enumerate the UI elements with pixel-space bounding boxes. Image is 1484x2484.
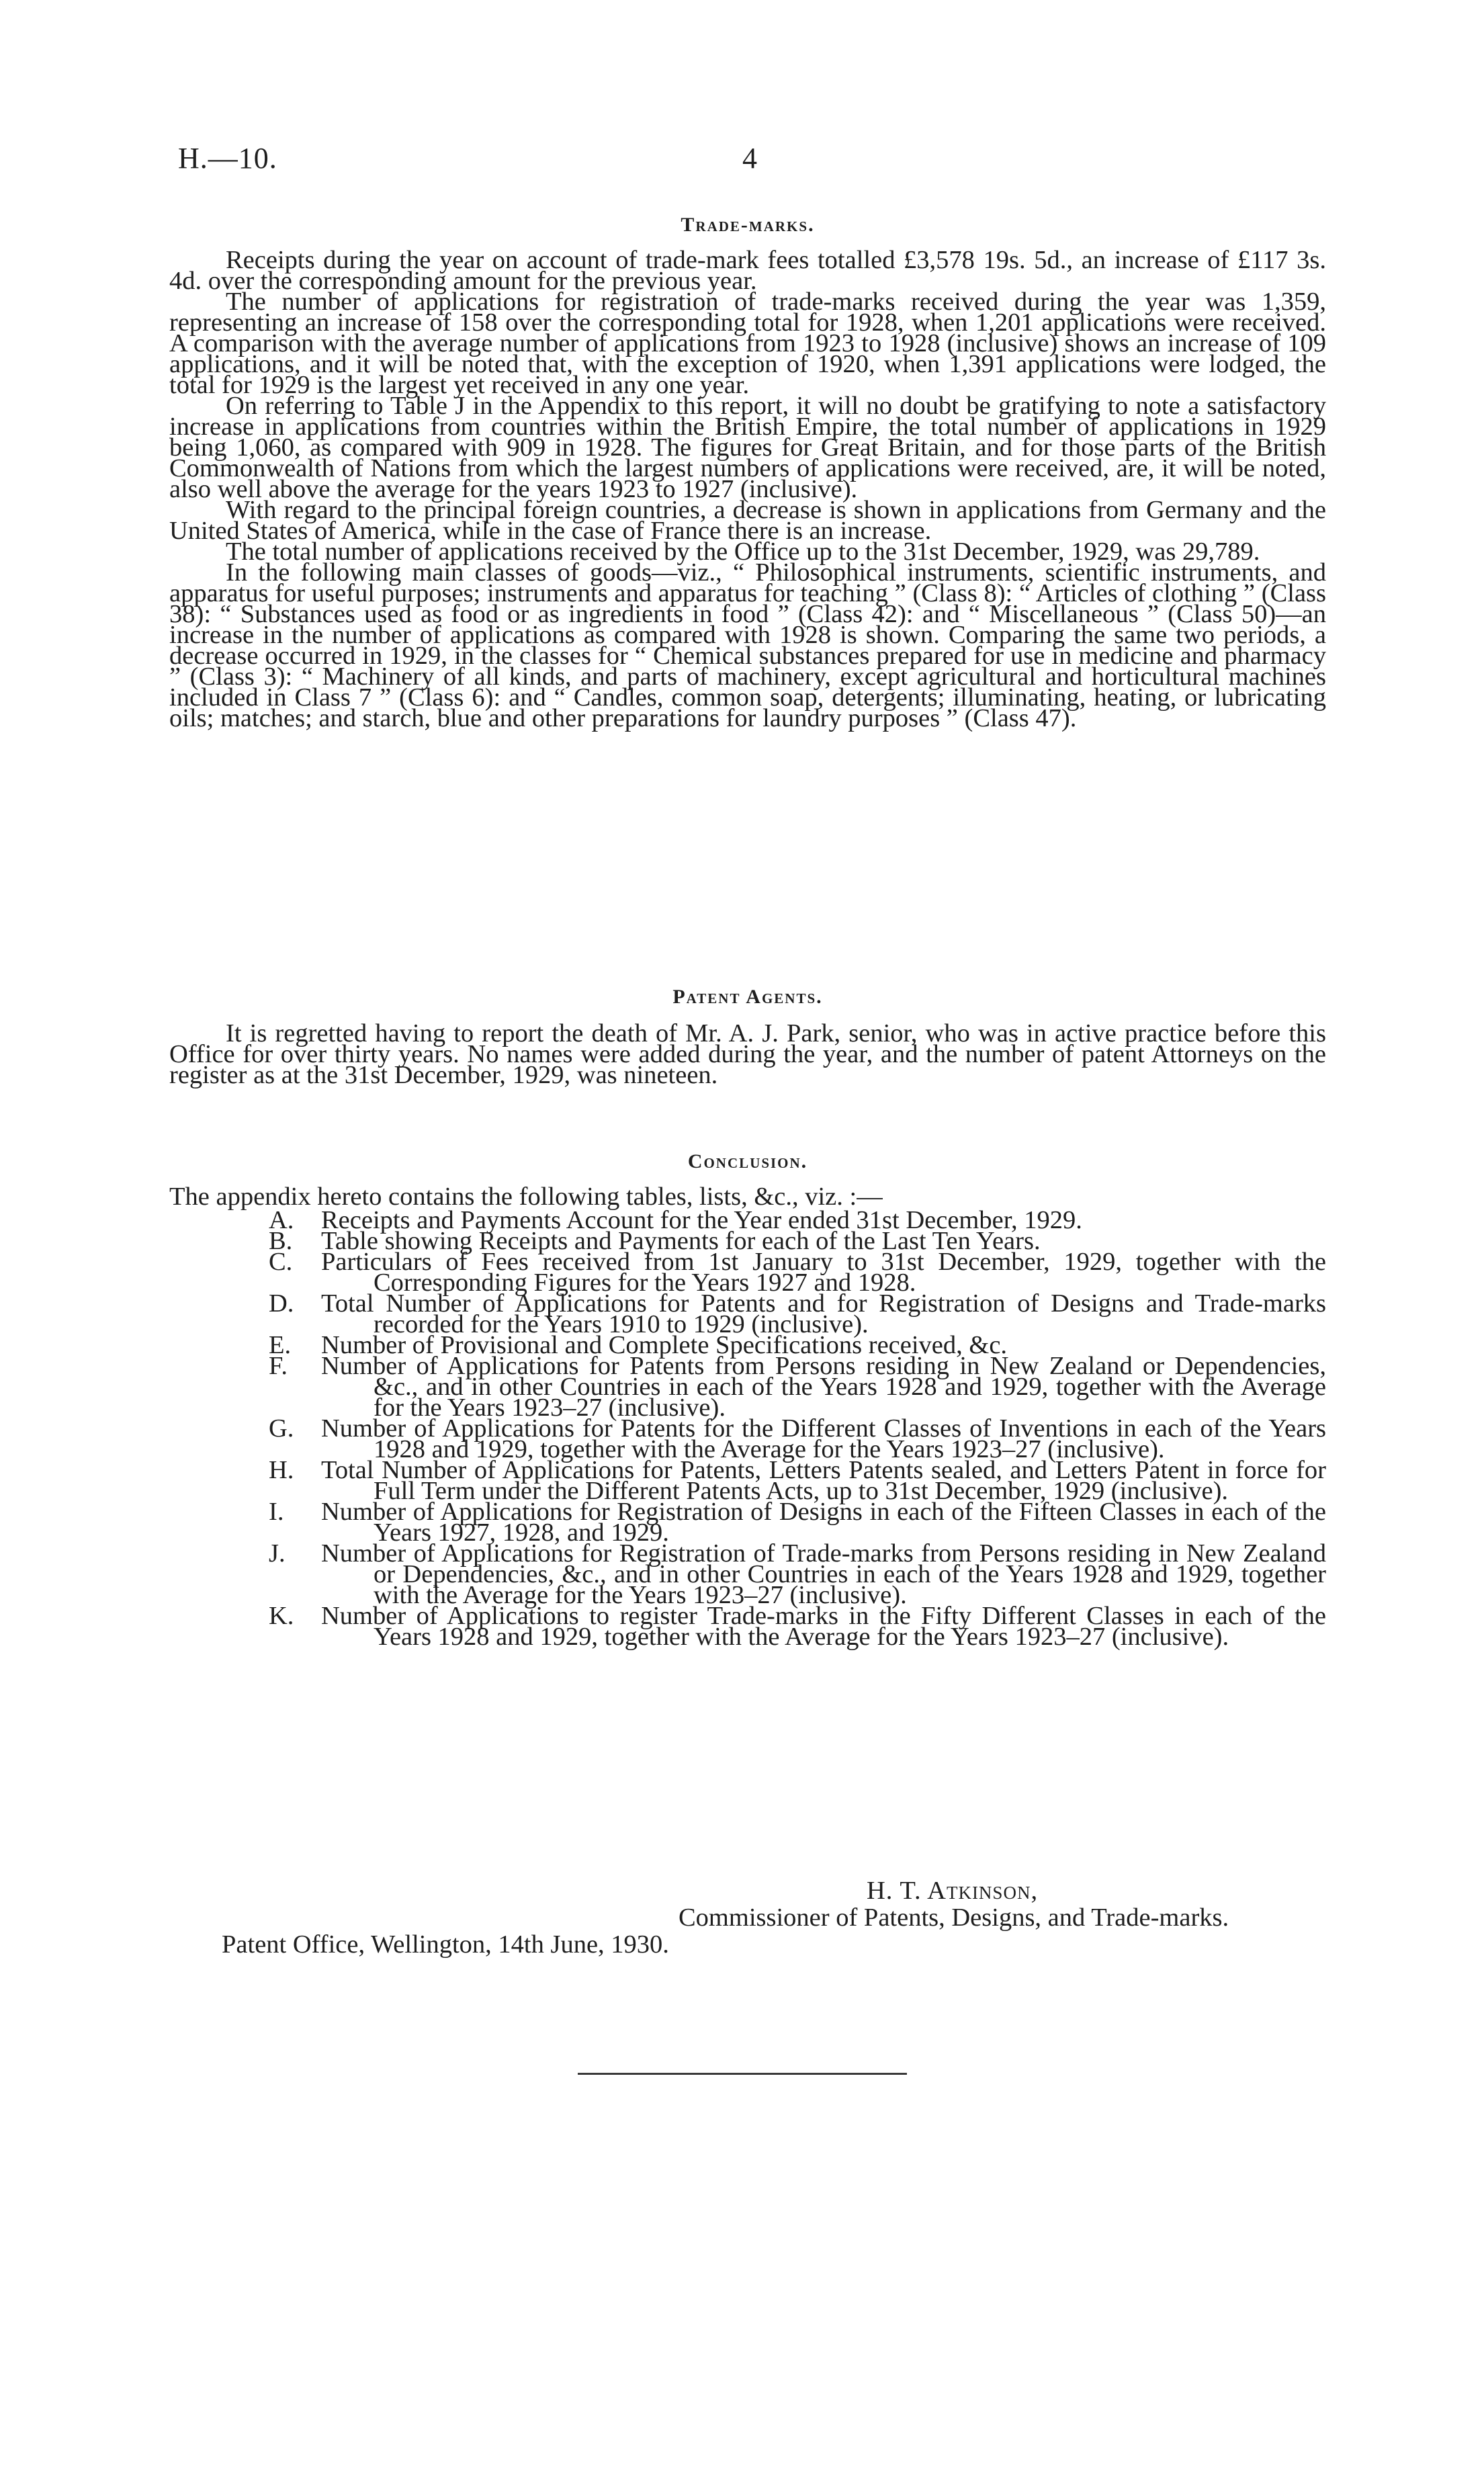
appendix-item-letter: K.	[269, 1602, 294, 1630]
appendix-item-letter: C.	[269, 1248, 293, 1276]
signatory-name: H. T. Atkinson,	[867, 1877, 1039, 1905]
trade-marks-heading: Trade-marks.	[681, 214, 815, 236]
place-and-date: Patent Office, Wellington, 14th June, 1930.	[222, 1930, 669, 1959]
appendix-item-letter: I.	[269, 1498, 284, 1526]
patent-agents-paragraph: It is regretted having to report the death of Mr. A. J. Park, senior, who was in active practice before this Office for over thirty years. No names were added during the year, and the number of patent Attorneys on the register as at the 31st December, 1929, was nineteen.	[169, 1019, 1326, 1089]
appendix-item	[169, 1352, 1326, 1422]
appendix-item-text: Number of Applications to register Trade-marks in the Fifty Different Classes in each of the Years 1928 and 1929, together with the Average for the Years 1923–27 (inclusive).	[321, 1602, 1326, 1651]
appendix-item-letter: G.	[269, 1414, 294, 1443]
appendix-item-text: Receipts and Payments Account for the Year ended 31st December, 1929.	[321, 1206, 1082, 1234]
trade-marks-paragraph: In the following main classes of goods—viz., “ Philosophical instruments, scientific instruments, and apparatus for useful purposes; instruments and apparatus for teaching ” (Class 8): “ Articles of clothing ” (Class 38): “ Substances used as food or as ingredients in food ” (Class 42): and “ Miscellaneous ” (Class 50)—an increase in the number of applications as compared with 1928 is shown. Comparing the same two periods, a decrease occurred in 1929, in the classes for “ Chemical substances prepared for use in medicine and pharmacy ” (Class 3): “ Machinery of all kinds, and parts of machinery, except agricultural and horticultural machines included in Class 7 ” (Class 6): and “ Candles, common soap, detergents; illuminating, heating, or lubricating oils; matches; and starch, blue and other preparations for laundry purposes ” (Class 47).	[169, 558, 1326, 732]
trade-marks-paragraph: With regard to the principal foreign countries, a decrease is shown in applications from Germany and the United States of America, while in the case of France there is an increase.	[169, 496, 1326, 545]
patent-agents-section	[169, 986, 1326, 1089]
trade-marks-paragraph: Receipts during the year on account of trade-mark fees totalled £3,578 19s. 5d., an increase of £117 3s. 4d. over the corresponding amount for the previous year.	[169, 246, 1326, 295]
appendix-item-text: Table showing Receipts and Payments for each of the Last Ten Years.	[321, 1227, 1041, 1255]
appendix-item	[169, 1456, 1326, 1505]
appendix-item-letter: B.	[269, 1227, 293, 1255]
trade-marks-paragraph: The total number of applications received by the Office up to the 31st December, 1929, was 29,789.	[226, 538, 1260, 566]
appendix-list	[169, 1206, 1326, 1651]
appendix-item-text: Number of Applications for Patents for the Different Classes of Inventions in each of the Years 1928 and 1929, together with the Average for the Years 1923–27 (inclusive).	[321, 1414, 1326, 1463]
patent-agents-heading: Patent Agents.	[672, 986, 823, 1008]
appendix-item-text: Particulars of Fees received from 1st January to 31st December, 1929, together with the Corresponding Figures for the Years 1927 and 1928.	[321, 1248, 1326, 1297]
appendix-item-letter: F.	[269, 1352, 288, 1380]
appendix-item	[169, 1248, 1326, 1297]
conclusion-section	[169, 1150, 1326, 1651]
appendix-item-letter: A.	[269, 1206, 294, 1234]
appendix-item	[169, 1289, 1326, 1338]
conclusion-intro: The appendix hereto contains the following tables, lists, &c., viz. :—	[169, 1183, 883, 1211]
trade-marks-paragraph: The number of applications for registration of trade-marks received during the year was 1,359, representing an increase of 158 over the corresponding total for 1928, when 1,201 applications were received. A comparison with the average number of applications from 1923 to 1928 (inclusive) shows an increase of 109 applications, and it will be noted that, with the exception of 1920, when 1,391 applications were lodged, the total for 1929 is the largest yet received in any one year.	[169, 288, 1326, 399]
trade-marks-section	[169, 214, 1326, 732]
appendix-item	[169, 1602, 1326, 1651]
appendix-item	[169, 1498, 1326, 1547]
document-reference: H.—10.	[178, 142, 277, 175]
appendix-item-text: Number of Applications for Registration of Designs in each of the Fifteen Classes in each of the Years 1927, 1928, and 1929.	[321, 1498, 1326, 1547]
appendix-item-letter: E.	[269, 1331, 292, 1359]
signatory-title: Commissioner of Patents, Designs, and Trade-marks.	[679, 1903, 1229, 1932]
appendix-item-letter: H.	[269, 1456, 294, 1484]
appendix-item	[169, 1539, 1326, 1609]
closing-rule	[578, 2073, 907, 2075]
appendix-item-text: Number of Provisional and Complete Specifications received, &c.	[321, 1331, 1008, 1359]
appendix-item-text: Number of Applications for Registration of Trade-marks from Persons residing in New Zealand or Dependencies, &c., and in other Countries in each of the Years 1928 and 1929, together with the Average for the Years 1923–27 (inclusive).	[321, 1539, 1326, 1609]
appendix-item-letter: D.	[269, 1289, 294, 1318]
appendix-item-text: Number of Applications for Patents from Persons residing in New Zealand or Dependencies, &c., and in other Countries in each of the Years 1928 and 1929, together with the Average for the Years 1923–27 (inclusive).	[321, 1352, 1326, 1422]
appendix-item	[169, 1414, 1326, 1463]
page-number: 4	[742, 142, 757, 175]
appendix-item-letter: J.	[269, 1539, 286, 1568]
trade-marks-paragraph: On referring to Table J in the Appendix to this report, it will no doubt be gratifying to note a satisfactory increase in applications from countries within the British Empire, the total number of applications in 1929 being 1,060, as compared with 909 in 1928. The figures for Great Britain, and for those parts of the British Commonwealth of Nations from which the largest numbers of applications were received, are, it will be noted, also well above the average for the years 1923 to 1927 (inclusive).	[169, 392, 1326, 503]
appendix-item-text: Total Number of Applications for Patents and for Registration of Designs and Trade-marks recorded for the Years 1910 to 1929 (inclusive).	[321, 1289, 1326, 1338]
appendix-item-text: Total Number of Applications for Patents, Letters Patents sealed, and Letters Patent in force for Full Term under the Different Patents Acts, up to 31st December, 1929 (inclusive).	[321, 1456, 1326, 1505]
conclusion-heading: Conclusion.	[687, 1150, 808, 1172]
